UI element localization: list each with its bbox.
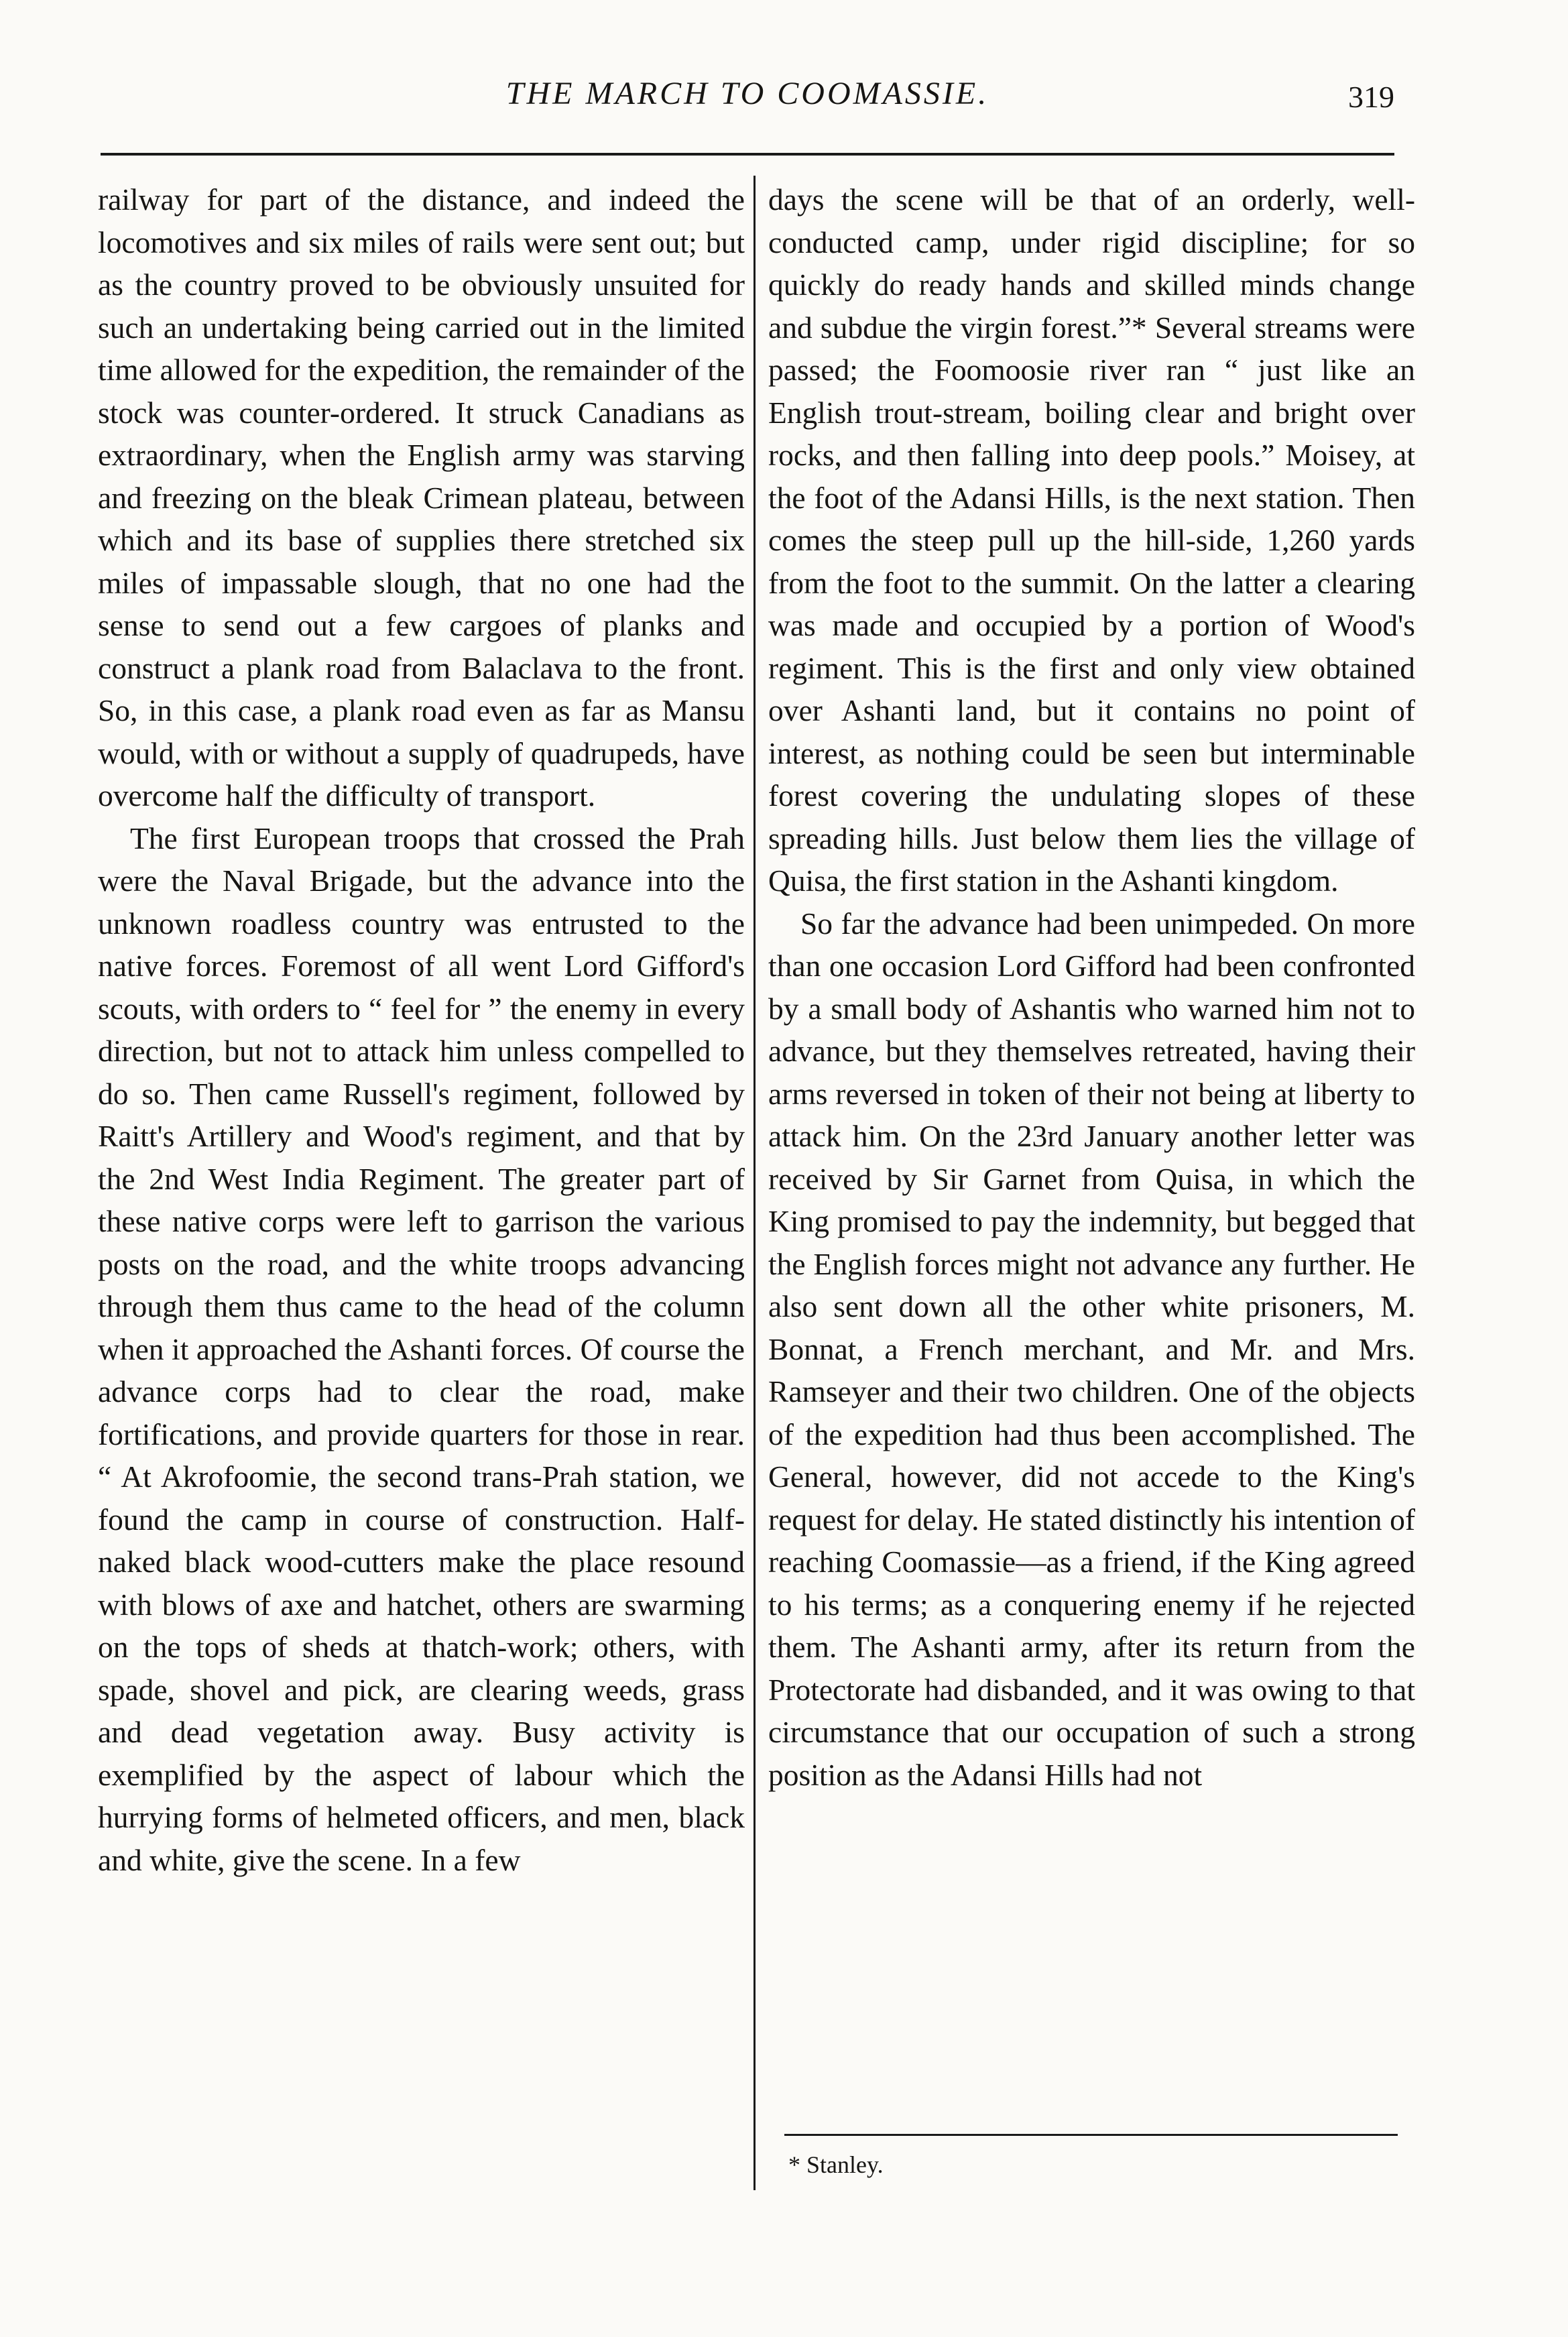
footnote-rule — [784, 2134, 1398, 2136]
paragraph: The first European troops that crossed the Prah were the Naval Brigade, but the advance into the unknown roadless country was entrusted to the native forces. Foremost of all went Lord Gifford's scouts, with orders to “ feel for ” the enemy in every direction, but not to attack him unless compelled to do so. Then came Russell's regiment, followed by Raitt's Artillery and Wood's regiment, and that by the 2nd West India Regiment. The greater part of these native corps were left to garrison the various posts on the road, and the white troops advancing through them thus came to the head of the column when it approached the Ashanti forces. Of course the advance corps had to clear the road, make fortifications, and provide quarters for those in rear. “ At Akrofoomie, the second trans-Prah station, we found the camp in course of construction. Half-naked black wood-cutters make the place resound with blows of axe and hatchet, others are swarming on the tops of sheds at thatch-work; others, with spade, shovel and pick, are clearing weeds, grass and dead vegetation away. Busy activity is exemplified by the aspect of labour which the hurrying forms of helmeted officers, and men, black and white, give the scene. In a few — [98, 821, 745, 1877]
right-column — [768, 178, 1415, 1796]
page-number: 319 — [1348, 80, 1394, 114]
footnote: * Stanley. — [788, 2151, 884, 2178]
left-column — [98, 178, 745, 1881]
paragraph: So far the advance had been unimpeded. On more than one occasion Lord Gifford had been confronted by a small body of Ashantis who warned him not to advance, but they themselves retreated, having their arms reversed in token of their not being at liberty to attack him. On the 23rd January another letter was received by Sir Garnet from Quisa, in which the King promised to pay the indemnity, but begged that the English forces might not advance any further. He also sent down all the other white prisoners, M. Bonnat, a French merchant, and Mr. and Mrs. Ramseyer and their two children. One of the objects of the expedition had thus been accomplished. The General, however, did not accede to the King's request for delay. He stated distinctly his intention of reaching Coomassie—as a friend, if the King agreed to his terms; as a conquering enemy if he rejected them. The Ashanti army, after its return from the Protectorate had disbanded, and it was owing to that circumstance that our occupation of such a strong position as the Adansi Hills had not — [768, 906, 1415, 1792]
header-rule — [101, 153, 1394, 156]
page-header — [101, 75, 1394, 129]
column-divider — [753, 176, 756, 2190]
paragraph: days the scene will be that of an orderly, well-conducted camp, under rigid discipline; for so quickly do ready hands and skilled minds change and subdue the virgin forest.”* Several streams were passed; the Foomoosie river ran “ just like an English trout-stream, boiling clear and bright over rocks, and then falling into deep pools.” Moisey, at the foot of the Adansi Hills, is the next station. Then comes the steep pull up the hill-side, 1,260 yards from the foot to the summit. On the latter a clearing was made and occupied by a portion of Wood's regiment. This is the first and only view obtained over Ashanti land, but it contains no point of interest, as nothing could be seen but interminable forest covering the undulating slopes of these spreading hills. Just below them lies the village of Quisa, the first station in the Ashanti kingdom. — [768, 182, 1415, 898]
running-title: THE MARCH TO COOMASSIE. — [505, 76, 989, 111]
paragraph: railway for part of the distance, and indeed the locomotives and six miles of rails were sent out; but as the country proved to be obviously unsuited for such an undertaking being carried out in the limited time allowed for the expedition, the remainder of the stock was counter-ordered. It struck Canadians as extraordinary, when the English army was starving and freezing on the bleak Crimean plateau, between which and its base of supplies there stretched six miles of impassable slough, that no one had the sense to send out a few cargoes of planks and construct a plank road from Balaclava to the front. So, in this case, a plank road even as far as Mansu would, with or without a supply of quadrupeds, have overcome half the difficulty of transport. — [98, 182, 745, 813]
